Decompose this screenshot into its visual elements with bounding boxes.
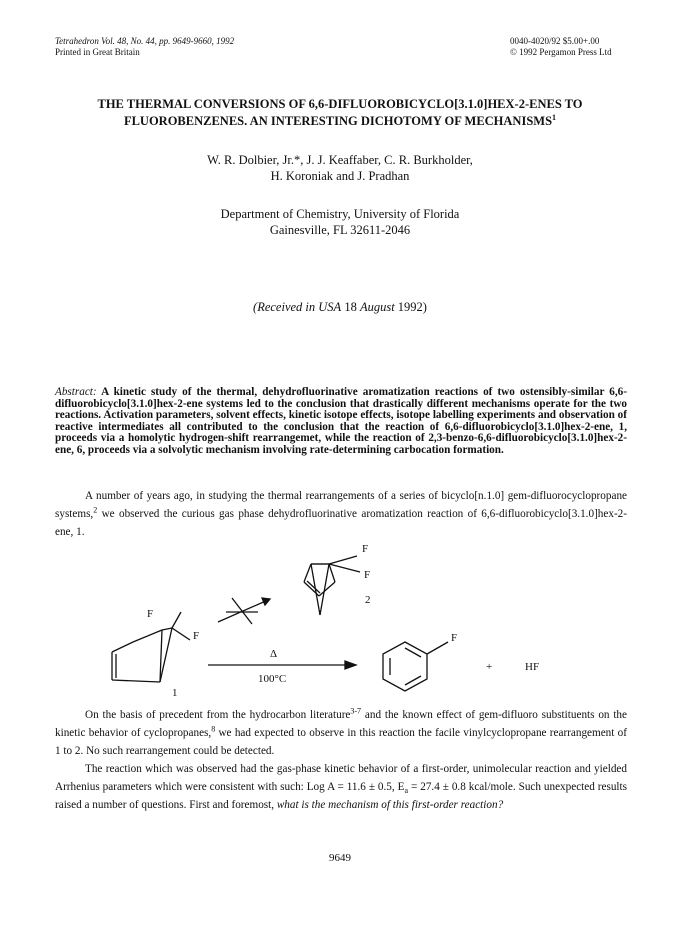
paper-title (0, 96, 680, 130)
authors (0, 152, 680, 184)
abstract-label: Abstract: (55, 386, 97, 398)
printed-in: Printed in Great Britain (55, 47, 140, 57)
title-line-2: FLUOROBENZENES. AN INTERESTING DICHOTOMY OF MECHANISMS$^1$ (123, 112, 557, 128)
paragraph-2: On the basis of precedent from the hydrocarbon literature$^{3-7}$ and the known effect of gem-difluoro substituents on the kinetic behavior of cyclopropanes,$^8$ we had expected to observe in this reaction the facile vinylcyclopropane rearrangement of 1 to 2. No such rearrangement could be detected. (55, 706, 627, 757)
affiliation-line-2: Gainesville, FL 32611-2046 (269, 223, 411, 237)
paragraph-1: A number of years ago, in studying the thermal rearrangements of a series of bicyclo[n.1.0] gem-difluorocyclopropane systems,$^2$ we observed the curious gas phase dehydrofluorinative aromatization reaction of 6,6-difluorobicyclo[3.1.0]hex-2-ene, 1. (55, 490, 627, 538)
page-number: 9649 (329, 852, 351, 864)
compound-2-f-upper: F (362, 543, 369, 555)
hf-product: HF (525, 661, 540, 673)
delta-symbol: Δ (270, 648, 278, 660)
temperature-label: 100°C (258, 673, 287, 685)
affiliation-line-1: Department of Chemistry, University of Florida (220, 207, 460, 221)
compound-1-f-upper: F (147, 608, 154, 620)
compound-2-label: 2 (365, 594, 371, 606)
abstract-text: A kinetic study of the thermal, dehydrofluorinative aromatization reactions of two ostensibly-similar 6,6-difluorobicyclo[3.1.0]hex-2-ene systems led to the conclusion that drastically different mechanisms operate for the two reactions. Activation parameters, solvent effects, kinetic isotope effects, isotope labelling experiments and observation of reactive intermediates all contributed to the conclusion that the reaction of 6,6-difluorobicyclo[3.1.0]hex-2-ene, 1, proceeds via a homolytic hydrogen-shift rearrangemet, while the reaction of 2,3-benzo-6,6-difluorobicyclo[3.1.0]hex-2-ene, 6, proceeds via a solvolytic mechanism involving rate-determining carbocation formation. (55, 386, 627, 456)
abstract (55, 387, 627, 457)
no-reaction-arrow (218, 598, 270, 624)
compound-1-label: 1 (172, 687, 178, 699)
plus-sign: + (486, 661, 493, 673)
journal-citation: Tetrahedron Vol. 48, No. 44, pp. 9649-9660, 1992 (55, 36, 235, 46)
reaction-scheme (0, 540, 680, 700)
title-line-1: THE THERMAL CONVERSIONS OF 6,6-DIFLUOROBICYCLO[3.1.0]HEX-2-ENES TO (97, 97, 583, 111)
paragraph-3: The reaction which was observed had the gas-phase kinetic behavior of a first-order, unimolecular reaction and yielded Arrhenius parameters which were consistent with such: Log A = 11.6 ± 0.5, $E_a = 27.4 \pm 0.8$ kcal/mole. Such unexpected results raised a number of questions. First and foremost, what is the mechanism of this first-order reaction? (55, 763, 627, 811)
fluorobenzene-structure (383, 642, 448, 691)
reaction-arrowhead (345, 661, 356, 669)
affiliation (0, 206, 680, 238)
authors-line-1: W. R. Dolbier, Jr.*, J. J. Keaffaber, C. R. Burkholder, (207, 153, 473, 167)
price-code: 0040-4020/92 $5.00+.00 (510, 36, 600, 46)
authors-line-2: H. Koroniak and J. Pradhan (270, 169, 410, 183)
compound-1-structure (112, 612, 190, 682)
product-f: F (451, 632, 458, 644)
compound-2-structure (304, 556, 360, 615)
copyright: © 1992 Pergamon Press Ltd (510, 47, 612, 57)
compound-2-f-lower: F (364, 569, 371, 581)
received-date: (Received in USA 18 August 1992) (253, 300, 427, 314)
compound-1-f-lower: F (193, 630, 200, 642)
